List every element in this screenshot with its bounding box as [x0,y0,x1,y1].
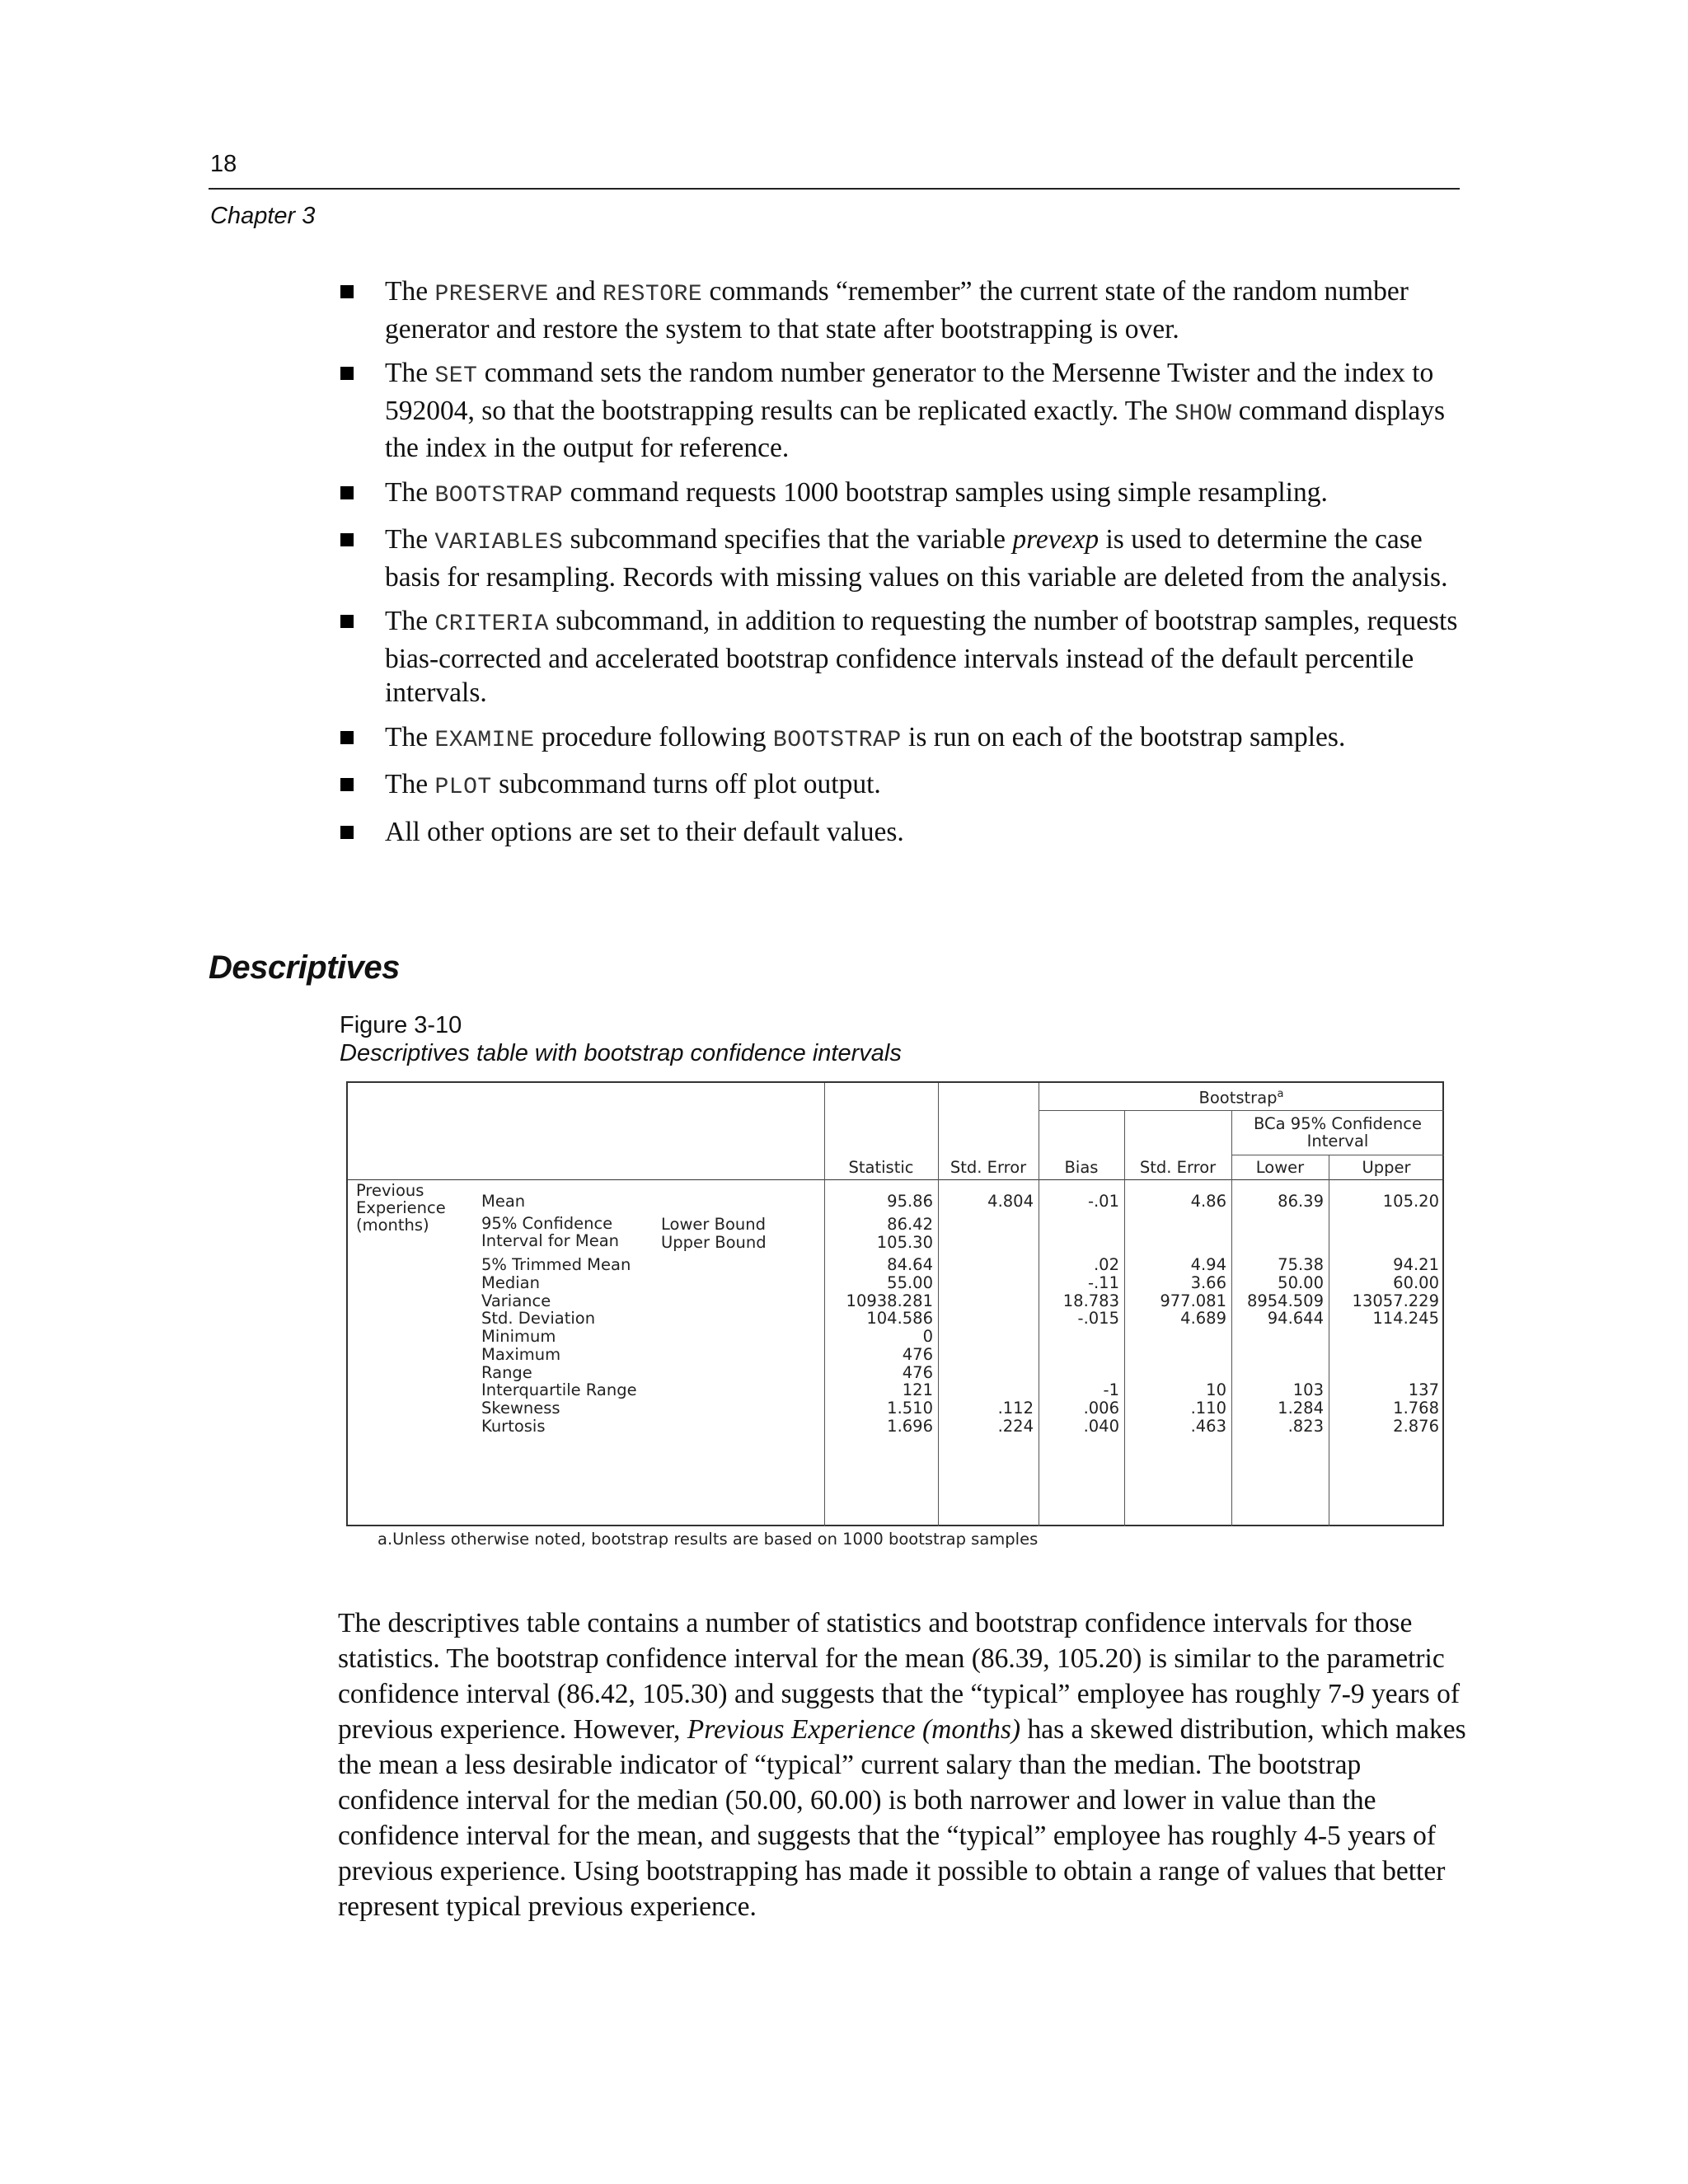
cell-boot-se: 10 [1206,1380,1226,1399]
header-rule-bootstrap [1039,1110,1444,1111]
square-bullet-icon [340,367,354,380]
cell-statistic: 84.64 [887,1255,933,1274]
text-run: subcommand specifies that the variable [563,524,1013,555]
figure-label: Figure 3-10 [340,1012,462,1038]
cell-lower: 1.284 [1278,1398,1324,1418]
row-label: Maximum [481,1344,561,1364]
descriptives-table [346,1081,1444,1526]
row-label: Kurtosis [481,1416,546,1436]
cell-lower: 50.00 [1278,1273,1324,1292]
text-run: The [385,476,435,508]
cell-upper: 1.768 [1393,1398,1439,1418]
row-label: Median [481,1273,540,1292]
cell-statistic: 105.30 [876,1232,933,1252]
code-term: SET [434,363,478,389]
text-run: commands “remember” the current state of the random number generator and restore the system to that state after bootstrapping is over. [385,276,1409,344]
header-statistic: Statistic [848,1158,914,1177]
cell-std-error: .224 [997,1416,1034,1436]
cell-boot-se: 3.66 [1190,1273,1226,1292]
header-lower: Lower [1255,1158,1305,1177]
cell-bias: .02 [1093,1255,1119,1274]
cell-upper: 2.876 [1393,1416,1439,1436]
section-heading: Descriptives [209,949,400,986]
square-bullet-icon [340,615,354,628]
row-label: Minimum [481,1326,556,1346]
bullet-item [340,604,1474,710]
row-label: 5% Trimmed Mean [481,1255,631,1274]
cell-std-error: .112 [997,1398,1034,1418]
square-bullet-icon [340,533,354,546]
code-term: VARIABLES [434,530,564,555]
header-bias: Bias [1064,1158,1099,1177]
cell-statistic: 86.42 [887,1214,933,1234]
header-std-error: Std. Error [950,1158,1027,1177]
header-upper: Upper [1362,1158,1411,1177]
cell-upper: 13057.229 [1352,1291,1439,1310]
text-run: is used to determine the case basis for resampling. Records with missing values on this variable are deleted from the analysis. [385,524,1448,593]
figure-caption: Descriptives table with bootstrap confidence intervals [340,1040,902,1066]
text-run: subcommand, in addition to requesting the number of bootstrap samples, requests bias-corrected and accelerated bootstrap confidence intervals instead of the default percentile intervals. [385,606,1458,708]
cell-boot-se: 977.081 [1160,1291,1226,1310]
square-bullet-icon [340,285,354,298]
text-run: and [548,276,603,307]
row-label: Skewness [481,1398,560,1418]
cell-upper: 60.00 [1393,1273,1439,1292]
row-sublabel: Lower Bound [661,1214,767,1234]
page-number: 18 [210,151,237,177]
cell-lower: 103 [1292,1380,1324,1399]
cell-statistic: 1.510 [887,1398,933,1418]
text-run: command displays the index in the output for reference. [385,395,1446,463]
cell-statistic: 104.586 [866,1308,933,1328]
code-term: PRESERVE [434,282,549,307]
cell-statistic: 0 [922,1326,933,1346]
text-run: procedure following [534,721,773,752]
text-run: The descriptives table contains a number of statistics and bootstrap confidence intervals for those statistics. The bootstrap confidence interval for the mean (86.39, 105.20) is similar to the parametric confidence interval (86.42, 105.30) and suggests that the “typical” employee has roughly 7-9 years of previous experience. However, [338,1608,1460,1745]
text-run: has a skewed distribution, which makes the mean a less desirable indicator of “typical” current salary than the median. The bootstrap confidence interval for the median (50.00, 60.00) is both narrower and lower in value than the confidence interval for the mean, and suggests that the “typical” employee has roughly 4-5 years of previous experience. Using bootstrapping has made it possible to obtain a range of values that better represent typical previous experience. [338,1714,1466,1922]
code-term: CRITERIA [434,612,549,637]
cell-statistic: 476 [902,1362,933,1382]
bullet-item [340,767,1474,805]
cell-bias: -.015 [1077,1308,1119,1328]
code-term: PLOT [434,775,492,800]
cell-lower: 75.38 [1278,1255,1324,1274]
row-label: Mean [481,1192,526,1211]
text-run: All other options are set to their default values. [385,816,904,847]
text-run: The [385,524,435,555]
square-bullet-icon [340,486,354,499]
cell-lower: .823 [1287,1416,1324,1436]
cell-lower: 8954.509 [1246,1291,1324,1310]
cell-bias: -.01 [1087,1192,1119,1211]
cell-statistic: 121 [902,1380,933,1399]
code-term: RESTORE [603,282,703,307]
header-rule [209,188,1460,190]
code-term: BOOTSTRAP [434,482,564,509]
cell-boot-se: 4.94 [1190,1255,1226,1274]
chapter-label: Chapter 3 [210,203,316,229]
table-footnote: a.Unless otherwise noted, bootstrap results are based on 1000 bootstrap samples [377,1530,1039,1549]
cell-upper: 94.21 [1393,1255,1439,1274]
text-run: The [385,606,435,636]
cell-upper: 105.20 [1382,1192,1439,1211]
cell-bias: 18.783 [1062,1291,1119,1310]
cell-upper: 137 [1408,1380,1439,1399]
cell-bias: .040 [1083,1416,1119,1436]
text-run: command sets the random number generator to the Mersenne Twister and the index to 592004, so that the bootstrapping results can be replicated exactly. The [385,358,1434,426]
text-run: subcommand turns off plot output. [491,769,881,799]
row-label: 95% Confidence Interval for Mean [481,1213,620,1250]
bullet-item [340,523,1474,594]
row-sublabel: Upper Bound [661,1232,767,1252]
cell-bias: .006 [1083,1398,1119,1418]
cell-lower: 94.644 [1267,1308,1324,1328]
square-bullet-icon [340,778,354,791]
square-bullet-icon [340,826,354,839]
text-run: The [385,358,435,388]
row-label: Range [481,1362,532,1382]
row-label: Interquartile Range [481,1380,637,1399]
text-run: The [385,721,435,752]
cell-statistic: 95.86 [887,1192,933,1211]
cell-statistic: 476 [902,1344,933,1364]
header-bottom-rule [348,1179,1444,1180]
code-term: EXAMINE [434,727,535,753]
cell-upper: 114.245 [1372,1308,1439,1328]
header-bca-ci: BCa 95% Confidence Interval [1254,1114,1422,1151]
cell-statistic: 1.696 [887,1416,933,1436]
text-run: command requests 1000 bootstrap samples using simple resampling. [563,476,1328,508]
cell-statistic: 55.00 [887,1273,933,1292]
cell-bias: -1 [1103,1380,1119,1399]
cell-boot-se: 4.689 [1180,1308,1226,1328]
cell-boot-se: .110 [1190,1398,1226,1418]
text-run: The [385,276,435,307]
code-term: SHOW [1175,401,1232,427]
header-boot-std-error: Std. Error [1139,1158,1217,1177]
cell-boot-se: .463 [1190,1416,1226,1436]
bullet-item [340,476,1474,513]
bullet-item [340,815,1474,850]
square-bullet-icon [340,731,354,744]
cell-bias: -.11 [1087,1273,1119,1292]
header-bootstrap: Bootstrap$^a$ [1198,1088,1284,1108]
text-run: The [385,769,435,799]
bullet-item [340,356,1474,466]
bullet-item [340,720,1474,758]
row-label: Variance [481,1291,551,1310]
bullet-item [340,274,1474,346]
row-group-label: Previous Experience (months) [356,1181,446,1235]
col-line-std-error [938,1083,939,1526]
text-run: is run on each of the bootstrap samples. [901,721,1346,752]
cell-boot-se: 4.86 [1190,1192,1226,1211]
body-paragraph [338,1605,1467,1924]
bullet-list [340,274,1474,859]
cell-std-error: 4.804 [987,1192,1034,1211]
cell-statistic: 10938.281 [846,1291,933,1310]
italic-term: Previous Experience (months) [687,1714,1021,1745]
italic-term: prevexp [1012,524,1100,555]
code-term: BOOTSTRAP [772,727,902,753]
cell-lower: 86.39 [1278,1192,1324,1211]
row-label: Std. Deviation [481,1308,596,1328]
